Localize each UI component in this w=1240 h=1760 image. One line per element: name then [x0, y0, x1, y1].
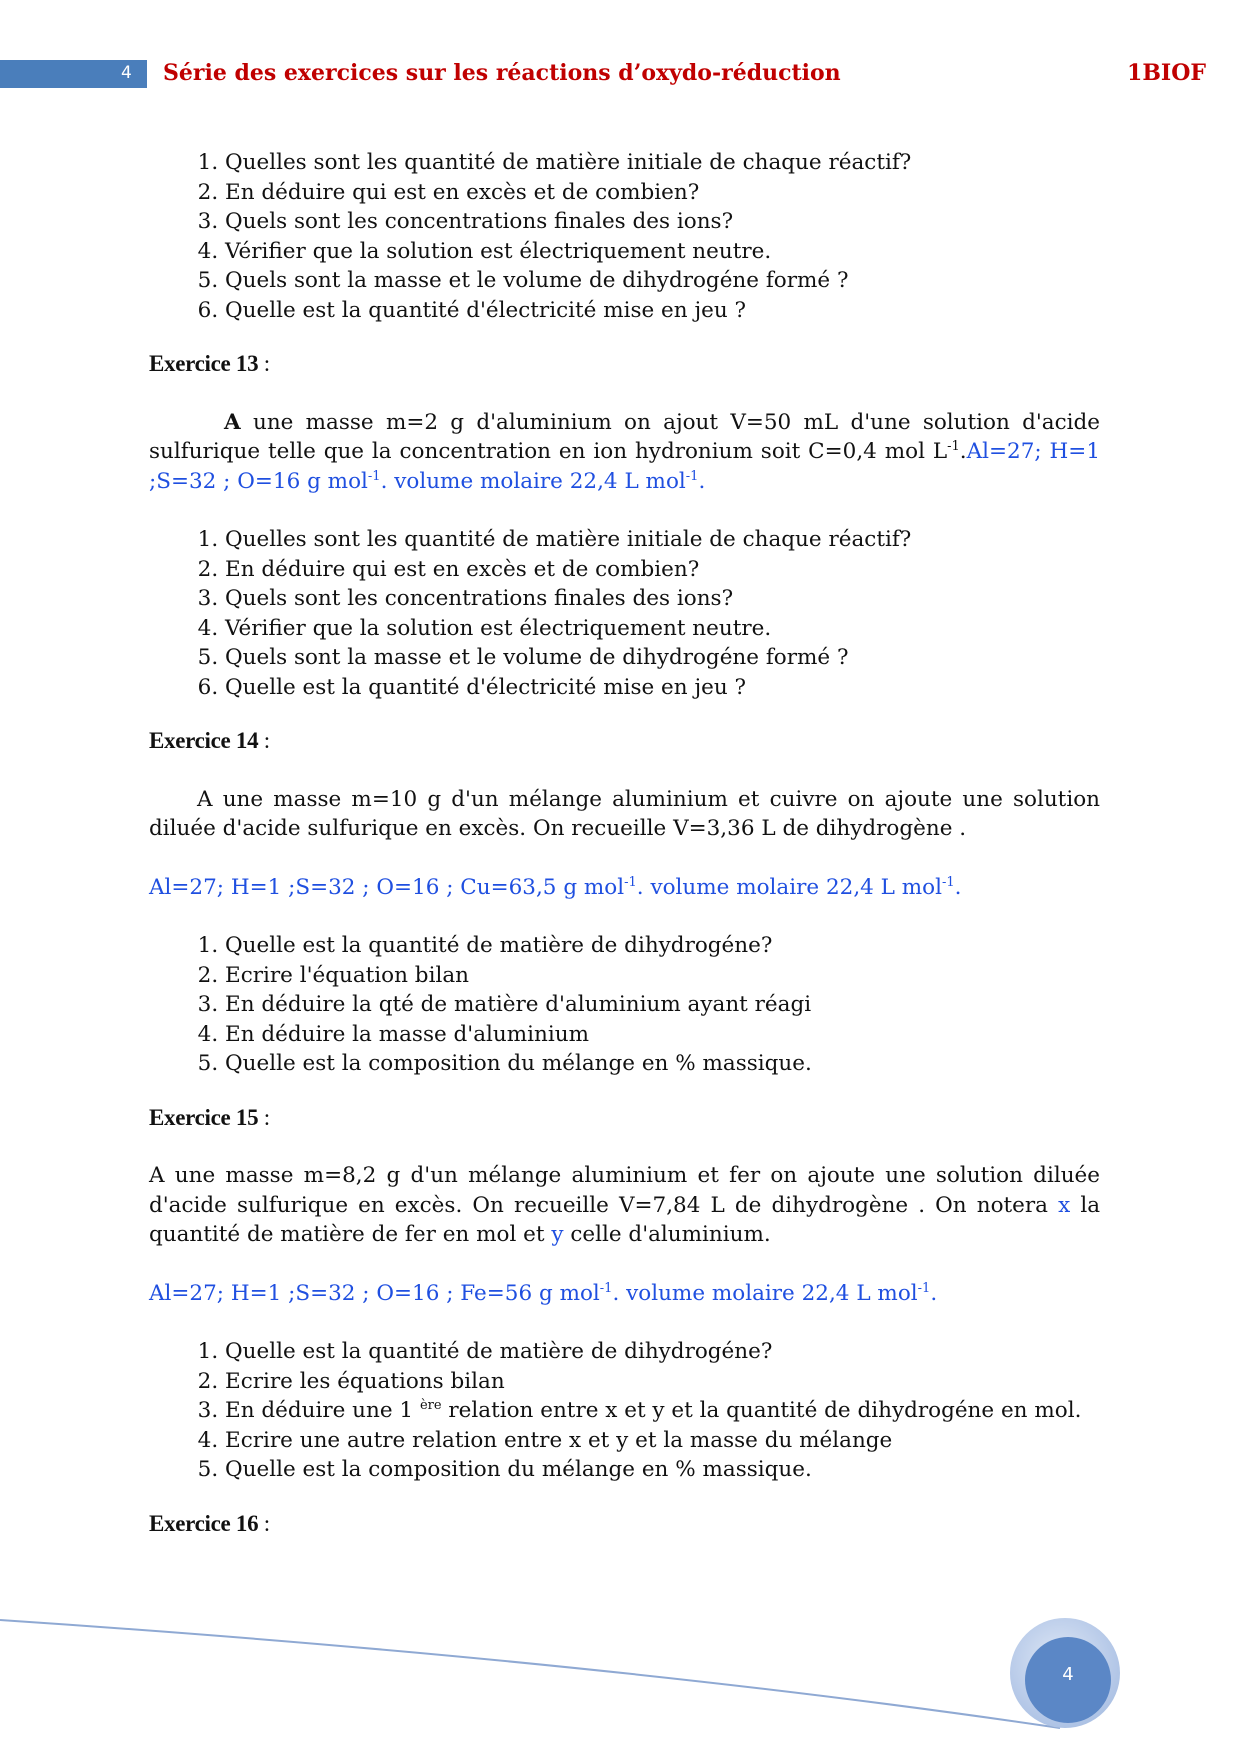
statement-text: .	[959, 439, 967, 464]
unit-exponent: -1	[942, 874, 955, 890]
question-text: relation entre x et y et la quantité de dihydrogéne en mol.	[441, 1398, 1082, 1423]
unit-exponent: -1	[917, 1280, 931, 1296]
statement-text: une masse m=2 g d'aluminium on ajout V=50 mL d'une solution d'acide sulfurique telle que la concentration en ion hydronium soit C=0,4 mol L	[149, 409, 1100, 464]
list-item: 5. Quelle est la composition du mélange en % massique.	[225, 1455, 1100, 1485]
exercise-15-statement	[149, 1161, 1100, 1250]
molar-data: Al=27; H=1 ;S=32 ; O=16 g mol	[149, 439, 1101, 494]
footer-page-number: 4	[1062, 1664, 1074, 1685]
list-item: 6. Quelle est la quantité d'électricité mise en jeu ?	[225, 673, 1100, 703]
question-text: En déduire une 1	[225, 1398, 420, 1423]
exercise-14-questions	[149, 931, 1100, 1079]
exercise-16-title	[149, 1509, 1100, 1539]
exercise-title-text: Exercice 14	[149, 728, 259, 753]
exercise-13-statement	[149, 408, 1100, 497]
list-item: 6. Quelle est la quantité d'électricité mise en jeu ?	[225, 296, 1100, 326]
exercise-title-colon: :	[258, 728, 270, 753]
list-item: 4. Ecrire une autre relation entre x et y et la masse du mélange	[225, 1426, 1100, 1456]
molar-data: Al=27; H=1 ;S=32 ; O=16 ; Cu=63,5 g mol	[149, 874, 625, 900]
list-item: 3. Quels sont les concentrations finales des ions?	[225, 207, 1100, 237]
exercise-title-text: Exercice 15	[149, 1104, 259, 1130]
unit-exponent: -1	[947, 438, 960, 454]
exercise-title-colon: :	[258, 351, 270, 376]
molar-data: .	[930, 1280, 938, 1306]
exercise-title-text: Exercice 13	[149, 351, 259, 376]
list-item: 2. En déduire qui est en excès et de combien?	[225, 178, 1100, 208]
exercise-14-molar-data	[149, 873, 1100, 903]
list-item: 3. En déduire la qté de matière d'aluminium ayant réagi	[225, 990, 1100, 1020]
exercise-14-title	[149, 726, 1100, 756]
exercise-15-title	[149, 1103, 1100, 1133]
molar-data: . volume molaire 22,4 L mol	[380, 468, 686, 494]
list-item	[225, 1396, 1100, 1426]
previous-exercise-questions	[149, 148, 1100, 325]
molar-data: . volume molaire 22,4 L mol	[612, 1280, 918, 1306]
unit-exponent: -1	[599, 1280, 613, 1296]
variable-x: x	[1058, 1192, 1071, 1218]
list-item: 5. Quelle est la composition du mélange en % massique.	[225, 1049, 1100, 1079]
exercise-title-colon: :	[258, 1104, 270, 1130]
variable-y: y	[551, 1222, 564, 1247]
statement-text: A une masse m=8,2 g d'un mélange aluminium et fer on ajoute une solution diluée d'acide sulfurique en excès. On recueille V=7,84 L de dihydrogène . On notera	[149, 1163, 1100, 1218]
molar-data: . volume molaire 22,4 L mol	[636, 874, 942, 900]
unit-exponent: -1	[367, 468, 381, 484]
exercise-13-title	[149, 349, 1100, 379]
list-item: 1. Quelles sont les quantité de matière initiale de chaque réactif?	[225, 525, 1100, 555]
molar-data: Al=27; H=1 ;S=32 ; O=16 ; Fe=56 g mol	[149, 1280, 600, 1306]
statement-text: la quantité de matière de fer en mol et	[149, 1192, 1101, 1247]
list-item: 2. En déduire qui est en excès et de combien?	[225, 555, 1100, 585]
unit-exponent: -1	[685, 468, 699, 484]
page-content	[149, 148, 1100, 1538]
exercise-title-text: Exercice 16	[149, 1510, 259, 1536]
list-item: 2. Ecrire l'équation bilan	[225, 961, 1100, 991]
list-item: 3. Quels sont les concentrations finales des ions?	[225, 584, 1100, 614]
list-item: 5. Quels sont la masse et le volume de dihydrogéne formé ?	[225, 643, 1100, 673]
list-item: 2. Ecrire les équations bilan	[225, 1367, 1100, 1397]
list-item: 4. En déduire la masse d'aluminium	[225, 1020, 1100, 1050]
molar-data: .	[954, 874, 962, 900]
exercise-title-colon: :	[258, 1510, 270, 1536]
exercise-15-questions	[149, 1337, 1100, 1485]
list-item: 5. Quels sont la masse et le volume de dihydrogéne formé ?	[225, 266, 1100, 296]
molar-data: .	[698, 468, 706, 494]
list-item: 1. Quelles sont les quantité de matière initiale de chaque réactif?	[225, 148, 1100, 178]
ordinal-suffix: ère	[419, 1397, 442, 1413]
page-header	[0, 60, 1240, 88]
class-level: 1BIOF	[1127, 60, 1206, 86]
statement-text: celle d'aluminium.	[563, 1222, 771, 1247]
exercise-13-questions	[149, 525, 1100, 702]
exercise-14-statement: A une masse m=10 g d'un mélange aluminium et cuivre on ajoute une solution diluée d'acide sulfurique en excès. On recueille V=3,36 L de dihydrogène .	[149, 786, 1100, 841]
list-item: 4. Vérifier que la solution est électriquement neutre.	[225, 237, 1100, 267]
list-item: 1. Quelle est la quantité de matière de dihydrogéne?	[225, 931, 1100, 961]
header-page-number: 4	[121, 63, 132, 83]
exercise-15-molar-data	[149, 1279, 1100, 1309]
list-item: 4. Vérifier que la solution est électriquement neutre.	[225, 614, 1100, 644]
unit-exponent: -1	[624, 874, 637, 890]
list-item: 1. Quelle est la quantité de matière de dihydrogéne?	[225, 1337, 1100, 1367]
statement-lead: A	[224, 409, 241, 435]
document-title: Série des exercices sur les réactions d’oxydo-réduction	[163, 60, 841, 86]
